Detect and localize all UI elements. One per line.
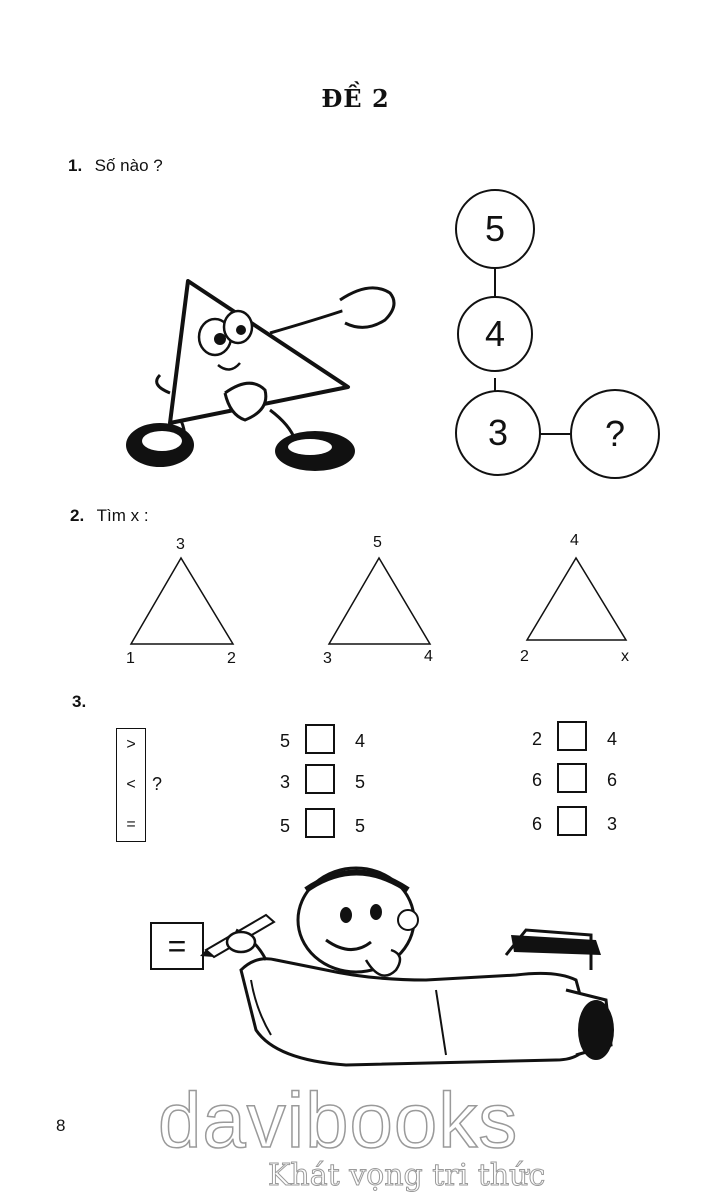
answer-box[interactable] (305, 808, 335, 838)
c1-r1-left: 5 (279, 731, 290, 751)
c1-r1-right: 4 (354, 731, 365, 751)
c2-r1-right: 4 (606, 729, 617, 749)
c2-r3-left: 6 (531, 814, 542, 834)
symbol-equal: = (126, 816, 136, 833)
triangle-character-illustration (120, 275, 410, 480)
question-1-header (68, 156, 163, 176)
watermark-slogan: Khát vọng tri thức (268, 1158, 546, 1193)
triangle-3-left: 2 (520, 648, 529, 665)
triangle-3-right: x (621, 648, 629, 665)
circle-bottom-left: 3 (455, 390, 541, 476)
boy-writing-illustration (196, 860, 626, 1080)
watermark-brand: davibooks (158, 1076, 519, 1164)
c1-r2-left: 3 (279, 772, 290, 792)
circle-middle: 4 (457, 296, 533, 372)
triangle-1 (131, 558, 233, 644)
c2-r2-right: 6 (606, 770, 617, 790)
triangle-2-right: 4 (424, 648, 433, 665)
question-1-text: Số nào ? (94, 156, 163, 175)
triangle-1-right: 2 (227, 650, 236, 667)
circle-top: 5 (455, 189, 535, 269)
triangle-2 (329, 558, 430, 644)
triangle-2-left: 3 (323, 650, 332, 667)
answer-box[interactable] (557, 763, 587, 793)
triangle-1-left: 1 (126, 650, 135, 667)
c2-r1-left: 2 (531, 729, 542, 749)
c1-r3-right: 5 (354, 816, 365, 836)
triangle-3 (527, 558, 626, 640)
question-2-header (70, 506, 149, 526)
question-3-number: 3. (72, 692, 87, 711)
page-number: 8 (56, 1116, 66, 1135)
answer-box[interactable] (557, 806, 587, 836)
answer-box[interactable] (305, 724, 335, 754)
question-2-number: 2. (70, 506, 85, 525)
circle-bottom-right: ? (570, 389, 660, 479)
page-title: ĐỀ 2 (321, 84, 390, 113)
equal-sign-card: = (150, 922, 204, 970)
triangle-2-top: 5 (373, 534, 382, 551)
c2-r2-left: 6 (531, 770, 542, 790)
triangle-3-top: 4 (570, 532, 579, 549)
question-1-number: 1. (68, 156, 83, 175)
question-2-text: Tìm x : (96, 506, 149, 525)
symbol-greater: > (126, 736, 136, 753)
c2-r3-right: 3 (606, 814, 617, 834)
symbol-less: < (126, 776, 136, 793)
answer-box[interactable] (305, 764, 335, 794)
triangles-figure (0, 540, 711, 660)
question-mark: ? (152, 774, 163, 794)
c1-r2-right: 5 (354, 772, 365, 792)
answer-box[interactable] (557, 721, 587, 751)
triangle-1-top: 3 (176, 536, 185, 553)
c1-r3-left: 5 (279, 816, 290, 836)
